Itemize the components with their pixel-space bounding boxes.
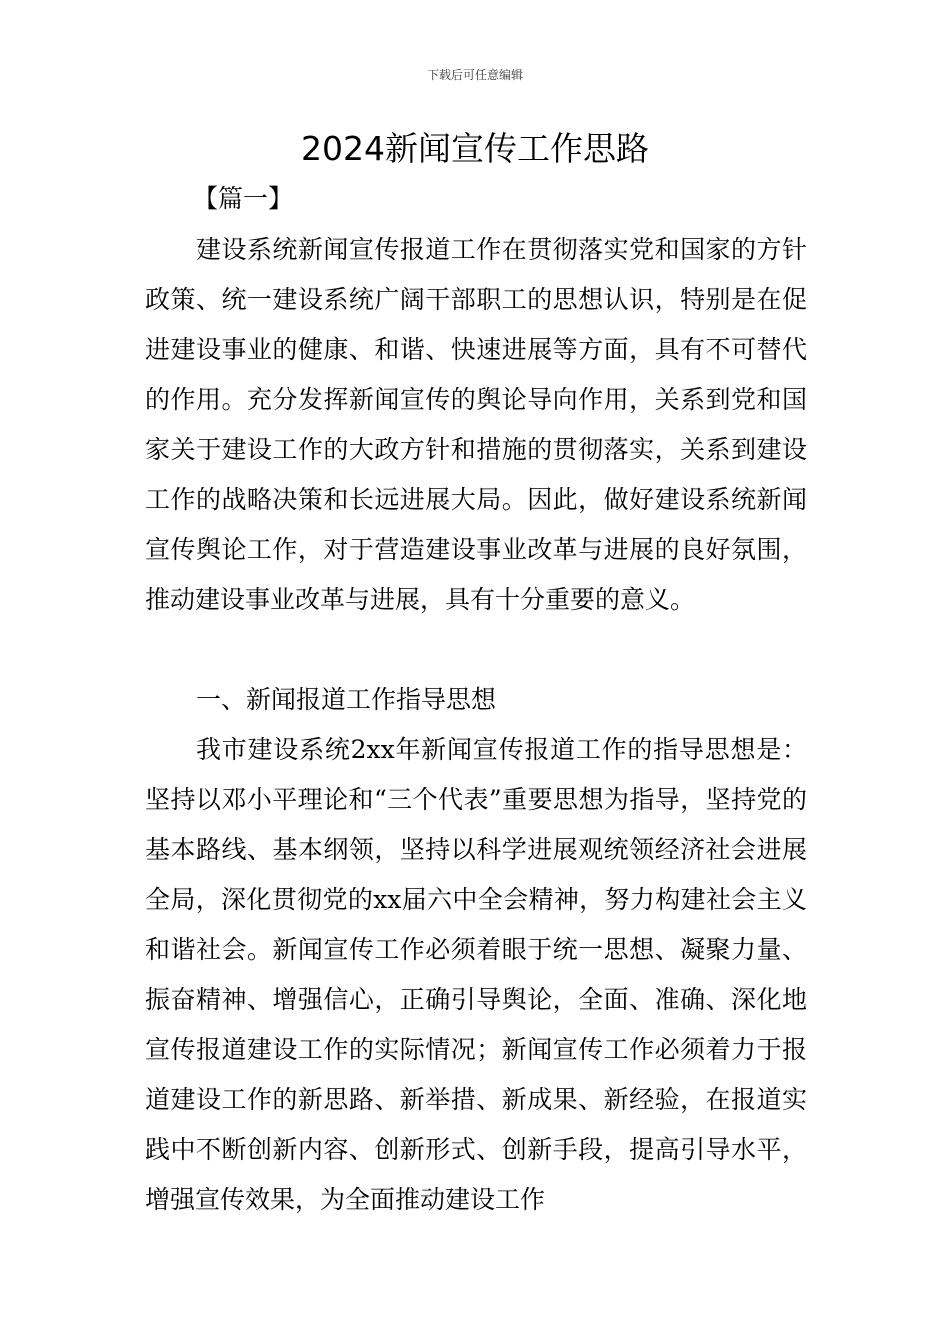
paragraph-intro: 建设系统新闻宣传报道工作在贯彻落实党和国家的方针政策、统一建设系统广阔干部职工的思想认识，特别是在促进建设事业的健康、和谐、快速进展等方面，具有不可替代的作用。充分发挥新闻宣传的舆论导向作用，关系到党和国家关于建设工作的大政方针和措施的贯彻落实，关系到建设工作的战略决策和长远进展大局。因此，做好建设系统新闻宣传舆论工作，对于营造建设事业改革与进展的良好氛围，推动建设事业改革与进展，具有十分重要的意义。 xyxy=(145,235,807,614)
section-label: 【篇一】 xyxy=(193,184,294,213)
section-heading-guiding-thought: 一、新闻报道工作指导思想 xyxy=(196,685,497,714)
page-header-note: 下载后可任意编辑 xyxy=(426,68,523,82)
document-title: 2024新闻宣传工作思路 xyxy=(301,129,649,168)
paragraph-guiding-thought: 我市建设系统2xx年新闻宣传报道工作的指导思想是：坚持以邓小平理论和“三个代表”重要思想为指导，坚持党的基本路线、基本纲领，坚持以科学进展观统领经济社会进展全局，深化贯彻党的xx届六中全会精神，努力构建社会主义和谐社会。新闻宣传工作必须着眼于统一思想、凝聚力量、振奋精神、增强信心，正确引导舆论，全面、准确、深化地宣传报道建设工作的实际情况；新闻宣传工作必须着力于报道建设工作的新思路、新举措、新成果、新经验，在报道实践中不断创新内容、创新形式、创新手段，提高引导水平，增强宣传效果，为全面推动建设工作 xyxy=(145,735,807,1214)
